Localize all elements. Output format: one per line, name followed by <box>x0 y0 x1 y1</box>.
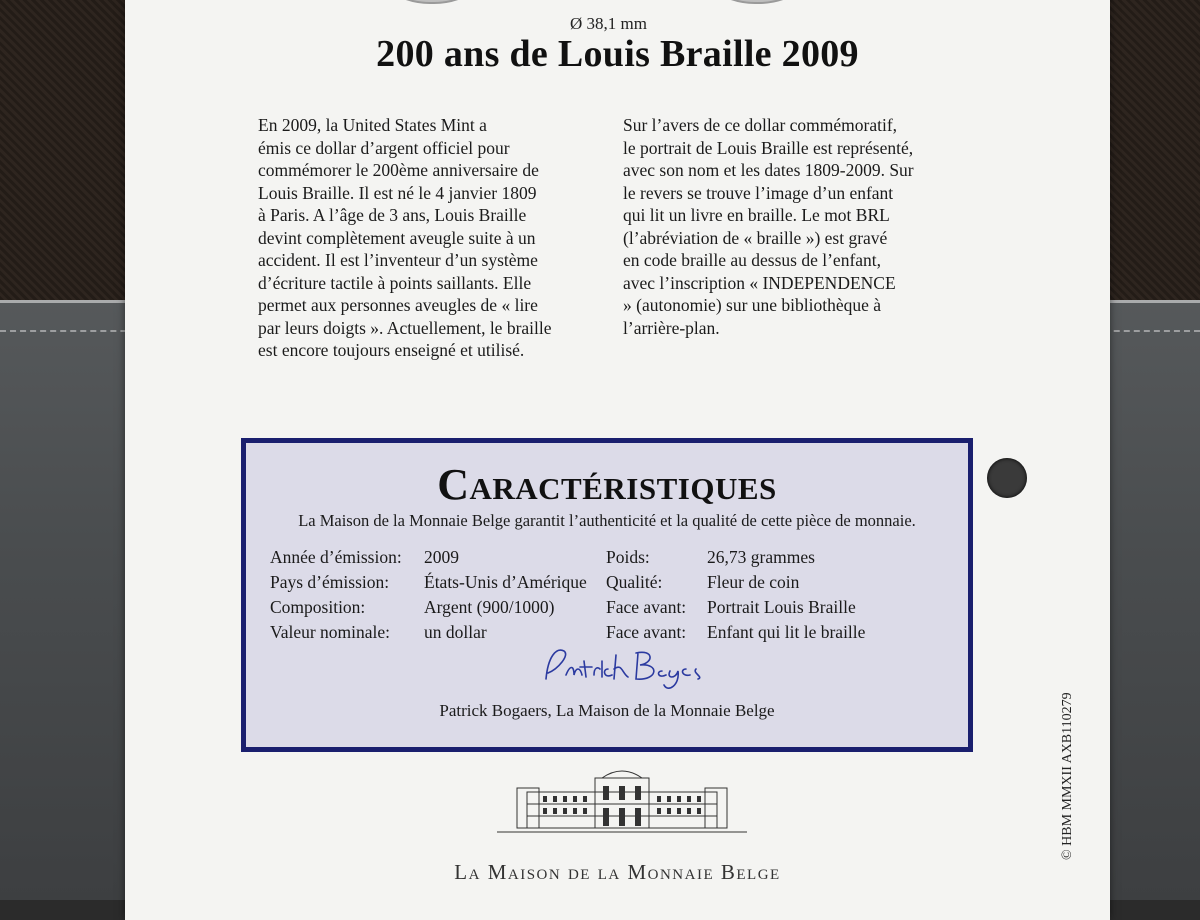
footer-brand: La Maison de la Monnaie Belge <box>454 860 781 884</box>
text-line: En 2009, la United States Mint a <box>258 115 487 135</box>
signatory-name: Patrick Bogaers, La Maison de la Monnaie Belge <box>439 701 775 720</box>
spec-label-face-value: Valeur nominale: <box>270 622 391 642</box>
handwritten-signature-graphic <box>536 639 706 699</box>
text-line: l’arrière-plan. <box>623 317 720 338</box>
spec-value-face-value: un dollar <box>424 622 487 642</box>
text-line: d’écriture tactile à points saillants. Elle <box>258 272 532 293</box>
spec-value-quality: Fleur de coin <box>707 572 800 592</box>
spec-value-issue-country: États-Unis d’Amérique <box>424 572 587 592</box>
text-line: en code braille au dessus de l’enfant, <box>623 250 882 270</box>
specifications-heading: Caractéristiques <box>437 460 777 509</box>
spec-label-composition: Composition: <box>270 597 366 617</box>
spec-value-obverse: Portrait Louis Braille <box>707 597 856 617</box>
text-line: Louis Braille. Il est né le 4 janvier 1809 <box>258 182 537 203</box>
mint-building-illustration <box>497 766 747 836</box>
text-line: le revers se trouve l’image d’un enfant <box>623 182 894 203</box>
text-line: permet aux personnes aveugles de « lire <box>258 295 538 315</box>
spec-value-issue-year: 2009 <box>424 547 459 567</box>
specifications-box <box>241 438 973 752</box>
spec-label-reverse: Face avant: <box>606 622 687 642</box>
text-line: avec son nom et les dates 1809-2009. Sur <box>623 160 914 180</box>
text-line: (l’abréviation de « braille ») est gravé <box>623 227 888 248</box>
coin-reverse-image <box>680 0 834 4</box>
copyright-notice: © HBM MMXII AXB110279 <box>1060 692 1075 860</box>
description-right-column <box>623 114 953 339</box>
authenticity-statement: La Maison de la Monnaie Belge garantit l’authenticité et la qualité de cette pièce de monnaie. <box>298 511 916 530</box>
text-line: qui lit un livre en braille. Le mot BRL <box>623 205 890 225</box>
spec-label-issue-year: Année d’émission: <box>270 547 402 567</box>
text-line: est encore toujours enseigné et utilisé. <box>258 340 525 360</box>
text-line: par leurs doigts ». Actuellement, le braille <box>258 317 552 338</box>
text-line: commémorer le 200ème anniversaire de <box>258 160 539 180</box>
coin-diameter: Ø 38,1 mm <box>570 14 647 33</box>
spec-value-weight: 26,73 grammes <box>707 547 815 567</box>
text-line: Sur l’avers de ce dollar commémoratif, <box>623 115 898 135</box>
text-line: avec l’inscription « INDEPENDENCE <box>623 272 896 293</box>
spec-value-composition: Argent (900/1000) <box>424 597 555 617</box>
text-line: » (autonomie) sur une bibliothèque à <box>623 295 882 315</box>
spec-label-issue-country: Pays d’émission: <box>270 572 390 592</box>
text-line: émis ce dollar d’argent officiel pour <box>258 137 510 158</box>
coin-obverse-image <box>355 0 509 4</box>
text-line: à Paris. A l’âge de 3 ans, Louis Braille <box>258 205 527 225</box>
certificate-card <box>125 0 1110 920</box>
description-left-column <box>258 114 603 362</box>
text-line: devint complètement aveugle suite à un <box>258 227 536 248</box>
text-line: le portrait de Louis Braille est représenté, <box>623 137 914 158</box>
spec-label-obverse: Face avant: <box>606 597 687 617</box>
spec-value-reverse: Enfant qui lit le braille <box>707 622 866 642</box>
punch-hole <box>987 458 1027 498</box>
spec-label-quality: Qualité: <box>606 572 663 592</box>
page-title: 200 ans de Louis Braille 2009 <box>376 33 859 75</box>
spec-label-weight: Poids: <box>606 547 650 567</box>
text-line: accident. Il est l’inventeur d’un système <box>258 250 538 270</box>
